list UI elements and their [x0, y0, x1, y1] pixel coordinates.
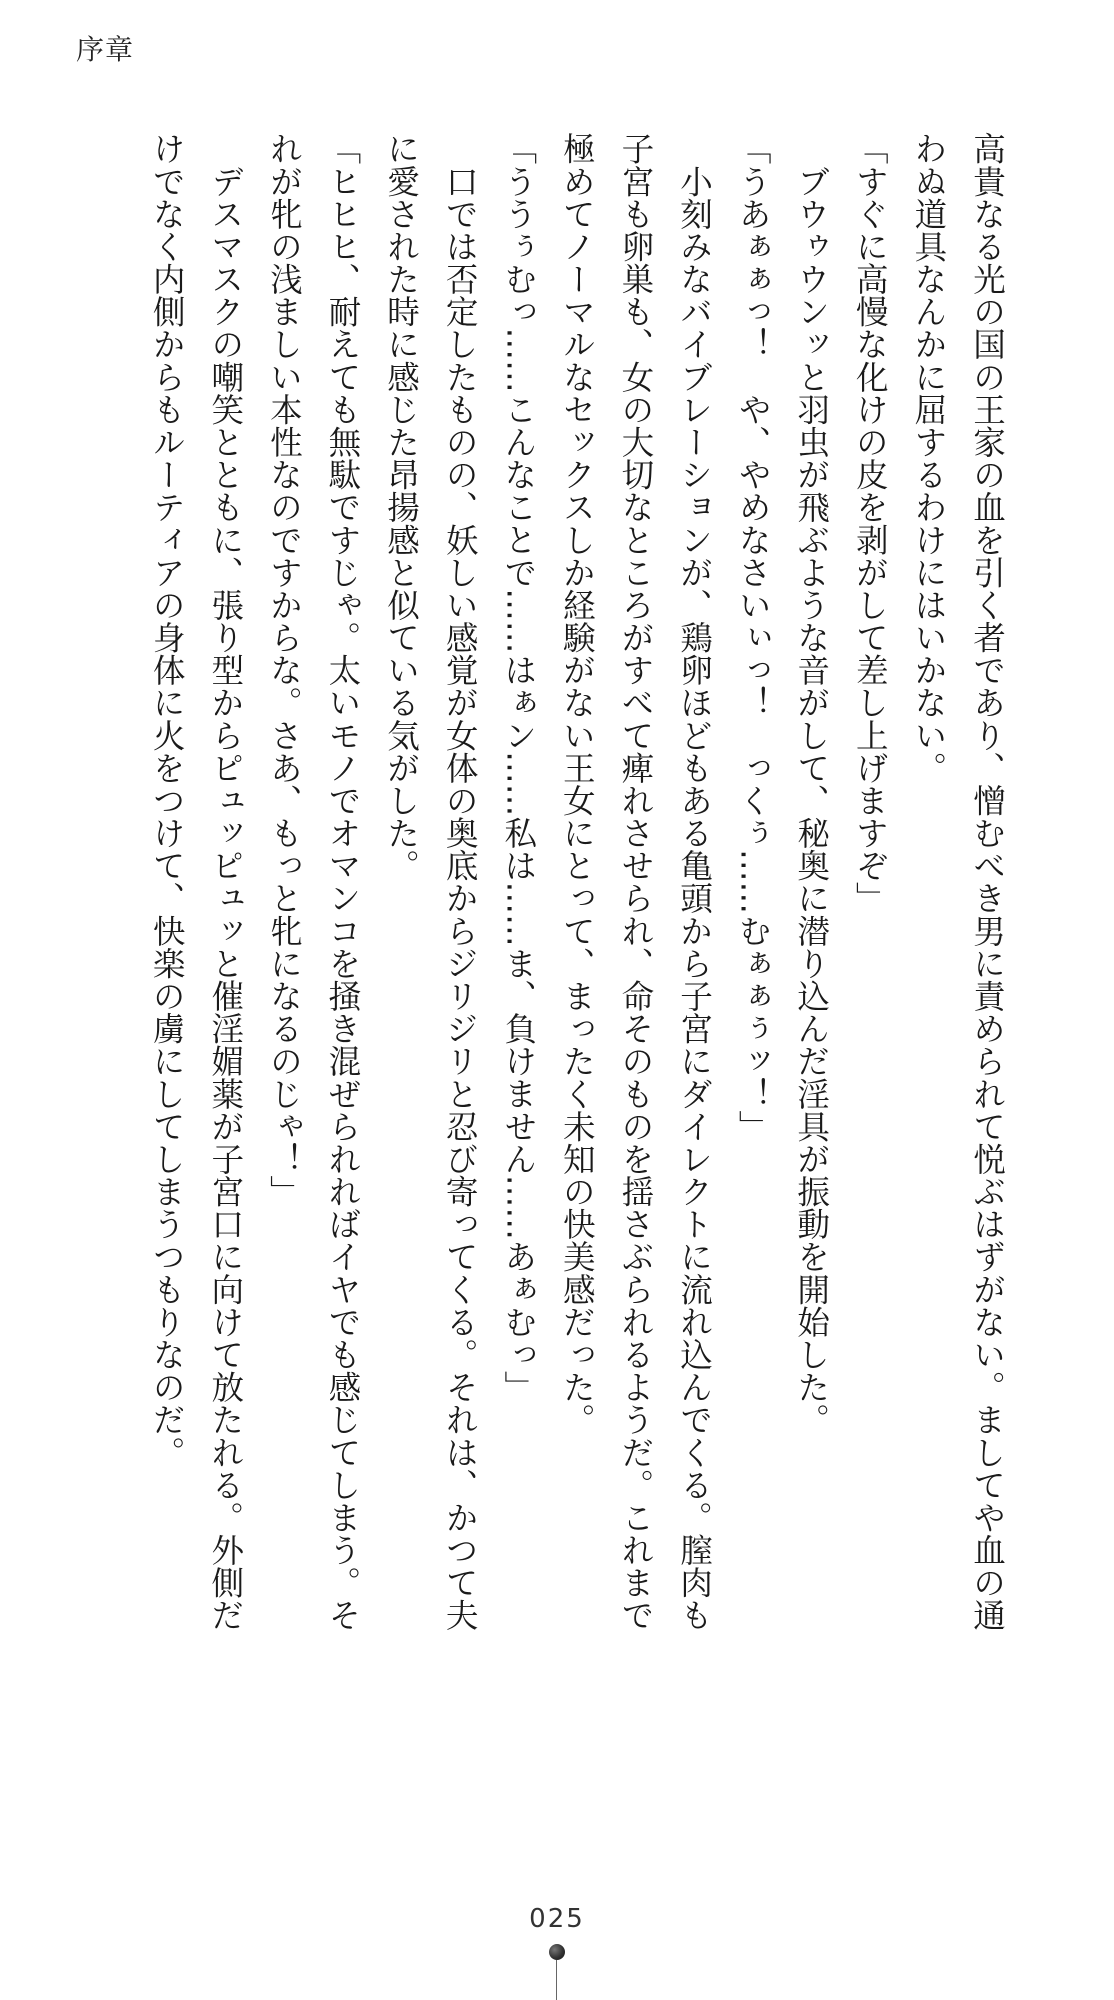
paragraph: 小刻みなバイブレーションが、鶏卵ほどもある亀頭から子宮にダイレクトに流れ込んでくる。膣肉も子宮も卵巣も、女の大切なところがすべて痺れさせられ、命そのものを揺さぶられるようだ。これまで極めてノーマルなセックスしか経験がない王女にとって、まったく未知の快美感だった。	[557, 132, 714, 1632]
ornament-stem	[556, 1960, 557, 2000]
paragraph: 「うあぁぁっ！ や、やめなさいぃっ！ っくぅ……むぁぁぅッ！」	[733, 132, 772, 1143]
chapter-title: 序章	[76, 33, 135, 66]
paragraph: 「ヒヒヒ、耐えても無駄ですじゃ。太いモノでオマンコを掻き混ぜられればイヤでも感じてしまう。それが牝の浅ましい本性なのですからな。さあ、もっと牝になるのじゃ！」	[264, 132, 362, 1632]
paragraph: 「ううぅむっ……こんなことで……はぁン……私は……ま、負けません……あぁむっ」	[499, 132, 538, 1403]
page-ornament-icon	[547, 1944, 567, 2000]
ornament-dot	[549, 1944, 565, 1960]
paragraph: 高貴なる光の国の王家の血を引く者であり、憎むべき男に責められて悦ぶはずがない。ましてや血の通わぬ道具なんかに屈するわけにはいかない。	[909, 132, 1006, 1632]
paragraph: ブウゥウンッと羽虫が飛ぶような音がして、秘奥に潜り込んだ淫具が振動を開始した。	[792, 132, 831, 1436]
page-number: 025	[529, 1904, 585, 1934]
paragraph: 口では否定したものの、妖しい感覚が女体の奥底からジリジリと忍び寄ってくる。それは、かつて夫に愛された時に感じた昂揚感と似ている気がした。	[382, 132, 479, 1632]
paragraph: デスマスクの嘲笑とともに、張り型からピュッピュッと催淫媚薬が子宮口に向けて放たれる。外側だけでなく内側からもルーティアの身体に火をつけて、快楽の虜にしてしまうつもりなのだ。	[147, 132, 245, 1632]
body-text	[76, 132, 1016, 1642]
paragraph: 「すぐに高慢な化けの皮を剥がして差し上げますぞ」	[850, 132, 889, 915]
